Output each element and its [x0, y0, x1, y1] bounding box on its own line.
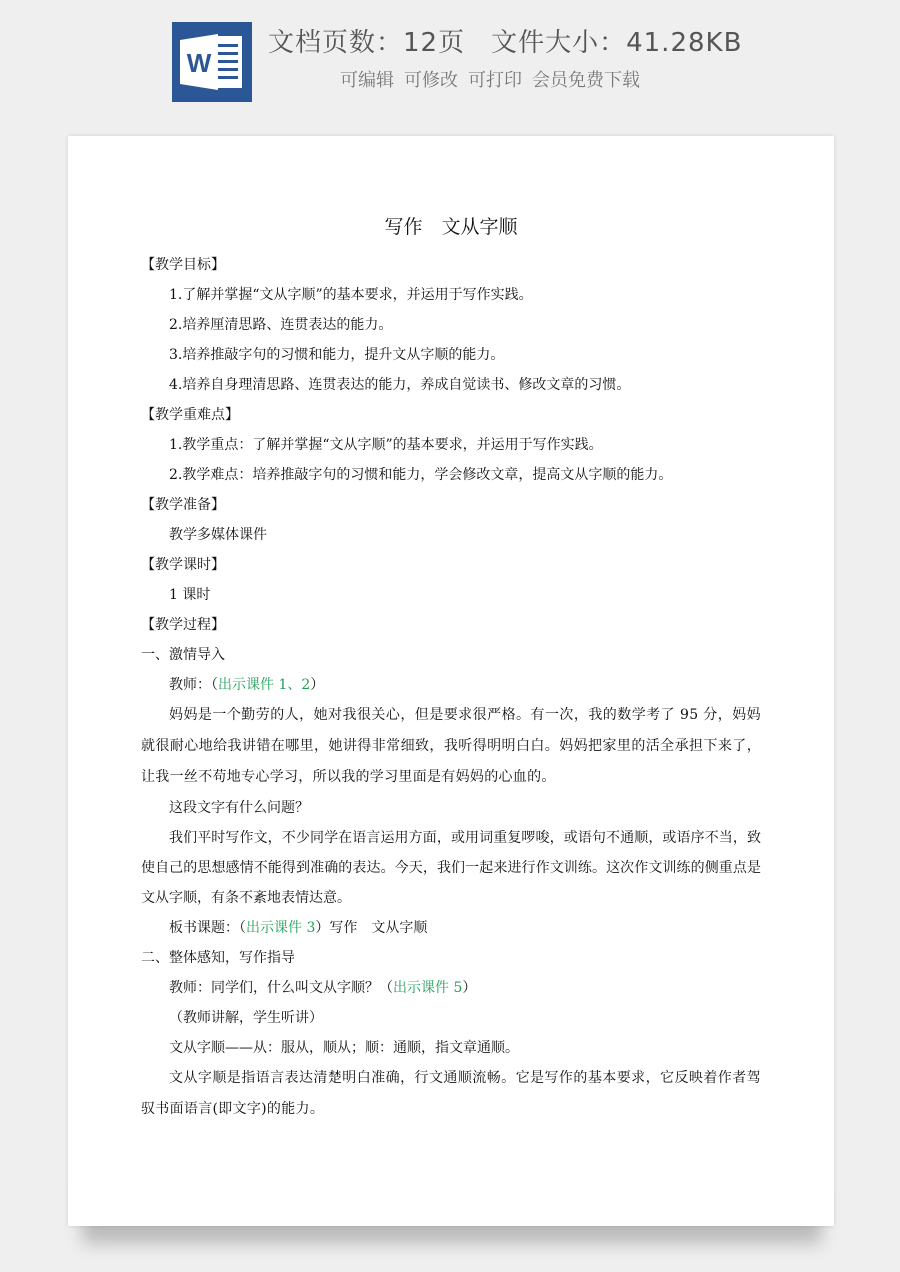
teacher-line-1-suffix: ） — [310, 677, 325, 693]
feature-member-download: 会员免费下载 — [532, 70, 640, 91]
feature-printable: 可打印 — [468, 70, 522, 91]
feature-modifiable: 可修改 — [404, 70, 458, 91]
goal-3: 3.培养推敲字句的习惯和能力，提升文从字顺的能力。 — [169, 347, 505, 363]
goal-1: 1.了解并掌握“文从字顺”的基本要求，并运用于写作实践。 — [169, 287, 533, 303]
board-title-line — [141, 913, 761, 943]
courseware-ref-5: 出示课件 5 — [393, 980, 463, 996]
doc-title: 写作 文从字顺 — [384, 216, 518, 238]
heading-process: 【教学过程】 — [141, 617, 225, 633]
file-info — [268, 22, 768, 56]
key-point-1: 1.教学重点：了解并掌握“文从字顺”的基本要求，并运用于写作实践。 — [169, 437, 603, 453]
teacher-line-2-prefix: 教师：同学们，什么叫文从字顺？（ — [169, 980, 393, 996]
definition-line: 文从字顺——从：服从，顺从；顺：通顺，指文章通顺。 — [169, 1040, 519, 1056]
board-title-suffix: ）写作 文从字顺 — [315, 920, 428, 936]
page-count: 文档页数：12页 — [268, 28, 466, 58]
courseware-ref-1: 出示课件 1、2 — [218, 677, 311, 693]
example-paragraph: 妈妈是一个勤劳的人，她对我很关心，但是要求很严格。有一次，我的数学考了 95 分，妈妈就很耐心地给我讲错在哪里，她讲得非常细致，我听得明明白白。妈妈把家里的活全承担下来了，让我一丝不苟地专心学习，所以我的学习里面是有妈妈的心血的。 — [141, 707, 761, 785]
preparation-text: 教学多媒体课件 — [169, 527, 267, 543]
courseware-ref-3: 出示课件 3 — [246, 920, 316, 936]
lecture-note: （教师讲解，学生听讲） — [169, 1010, 323, 1026]
heading-class-hours: 【教学课时】 — [141, 557, 225, 573]
section-1-title: 一、激情导入 — [141, 647, 225, 663]
teacher-line-1-prefix: 教师：（ — [169, 677, 218, 693]
board-title-prefix: 板书课题：（ — [169, 920, 246, 936]
section-2-title: 二、整体感知，写作指导 — [141, 950, 295, 966]
intro-paragraph: 我们平时写作文，不少同学在语言运用方面，或用词重复啰唆，或语句不通顺，或语序不当，致使自己的思想感情不能得到准确的表达。今天，我们一起来进行作文训练。这次作文训练的侧重点是文从字顺，有条不紊地表情达意。 — [141, 830, 761, 906]
definition-paragraph: 文从字顺是指语言表达清楚明白准确，行文通顺流畅。它是写作的基本要求，它反映着作者驾驭书面语言(即文字)的能力。 — [141, 1070, 761, 1117]
goal-4: 4.培养自身理清思路、连贯表达的能力，养成自觉读书、修改文章的习惯。 — [169, 377, 631, 393]
heading-preparation: 【教学准备】 — [141, 497, 225, 513]
key-point-2: 2.教学难点：培养推敲字句的习惯和能力，学会修改文章，提高文从字顺的能力。 — [169, 467, 673, 483]
question-line: 这段文字有什么问题？ — [169, 800, 309, 816]
teacher-line-1 — [141, 670, 761, 700]
class-hours-text: 1 课时 — [169, 587, 211, 603]
word-icon-letter: W — [186, 48, 212, 78]
file-size: 文件大小：41.28KB — [491, 28, 743, 58]
feature-editable: 可编辑 — [340, 70, 394, 91]
heading-goals: 【教学目标】 — [141, 257, 225, 273]
document-content — [141, 214, 761, 1125]
feature-list — [340, 66, 650, 92]
download-banner — [0, 0, 900, 112]
word-document-icon — [172, 22, 252, 102]
document-page — [68, 136, 834, 1226]
teacher-line-2-suffix: ） — [462, 980, 477, 996]
heading-key-points: 【教学重难点】 — [141, 407, 239, 423]
teacher-line-2 — [141, 973, 761, 1003]
goal-2: 2.培养厘清思路、连贯表达的能力。 — [169, 317, 393, 333]
